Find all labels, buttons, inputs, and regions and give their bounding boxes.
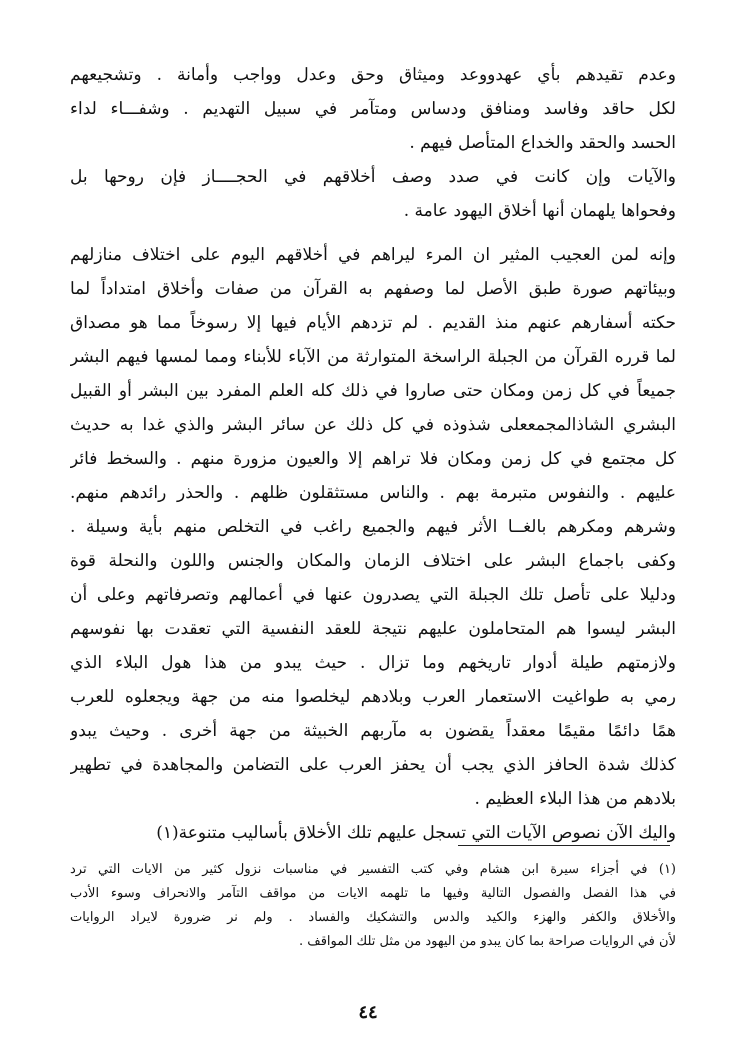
text-line: لما قرره القرآن من الجبلة الراسخة المتوارثة من الآباء للأبناء ومما لمسها فيهم البشر bbox=[70, 347, 676, 367]
page-number: ٤٤ bbox=[358, 1002, 378, 1023]
text-line: وعدم تقيدهم بأي عهدووعد وميثاق وحق وعدل وواجب وأمانة . وتشجيعهم bbox=[70, 65, 676, 85]
text-line: البشري الشاذالمجمععلى شذوذه في كل ذلك عن سائر البشر والذي غدا به حديث bbox=[70, 415, 676, 435]
text-line: وفحواها يلهمان أنها أخلاق اليهود عامة . bbox=[403, 201, 676, 221]
footnote-line: لأن في الروايات صراحة بما كان يبدو من اليهود من مثل تلك المواقف . bbox=[299, 934, 676, 949]
text-line: الحسد والحقد والخداع المتأصل فيهم . bbox=[409, 133, 676, 153]
text-line: وبيئاتهم صورة طبق الأصل لما وصفهم به القرآن من صفات وأخلاق امتداداً لما bbox=[70, 279, 676, 299]
text-line: همًا دائمًا مقيمًا معقداً يقضون به مآربهم الخبيثة من جهة أخرى . وحيث يبدو bbox=[70, 721, 676, 741]
text-line: كذلك شدة الحافز الذي يجب أن يحفز العرب على التضامن والمجاهدة في تطهير bbox=[70, 755, 676, 775]
text-line: رمي به طواغيت الاستعمار العرب وبلادهم ليخلصوا منه من جهة ويجعلوه للعرب bbox=[70, 687, 676, 707]
text-line: وشرهم ومكرهم بالغــا الأثر فيهم والجميع راغب في التخلص منهم بأية وسيلة . bbox=[70, 517, 676, 537]
text-line: ولازمتهم طيلة أدوار تاريخهم وما تزال . حيث يبدو من هذا هول البلاء الذي bbox=[70, 653, 676, 673]
text-line: وإنه لمن العجيب المثير ان المرء ليراهم في أخلاقهم اليوم على اختلاف منازلهم bbox=[70, 245, 676, 265]
text-line: جميعاً في كل زمن ومكان حتى صاروا في ذلك كله العلم المفرد بين البشر أو القبيل bbox=[70, 381, 676, 401]
main-text bbox=[70, 58, 676, 850]
text-line: كل مجتمع في كل زمن ومكان فلا تراهم إلا والعيون مزورة منهم . والسخط فائر bbox=[70, 449, 676, 469]
footnote-line: في هذا الفصل والفصول التالية وفيها ما تلهمه الايات من مواقف التآمر والانحراف وسوء الأدب bbox=[70, 886, 676, 901]
footnote-divider bbox=[458, 845, 670, 846]
paragraph-gap bbox=[70, 228, 676, 238]
text-line: واليك الآن نصوص الآيات التي تسجل عليهم تلك الأخلاق بأساليب متنوعة(١) bbox=[156, 823, 676, 843]
text-line: البشر ليسوا هم المتحاملون عليهم نتيجة للعقد النفسية التي تعقدت بها نفوسهم bbox=[70, 619, 676, 639]
paragraph-3 bbox=[70, 238, 676, 544]
text-line: وكفى باجماع البشر على اختلاف الزمان والمكان والجنس واللون والنحلة قوة bbox=[70, 551, 676, 571]
text-line: والآيات وإن كانت في صدد وصف أخلاقهم في الحجــــاز فإن روحها بل bbox=[70, 167, 676, 187]
text-line: حكته أسفارهم عنهم منذ القديم . لم تزدهم الأيام فيها إلا رسوخاً مما هو مصداق bbox=[70, 313, 676, 333]
paragraph-4 bbox=[70, 544, 676, 816]
footnote bbox=[70, 858, 676, 954]
paragraph-1 bbox=[70, 58, 676, 160]
text-line: بلادهم من هذا البلاء العظيم . bbox=[474, 789, 676, 809]
text-line: عليهم . والنفوس متبرمة بهم . والناس مستثقلون ظلهم . والحذر رائدهم منهم. bbox=[70, 483, 676, 503]
text-line: لكل حاقد وفاسد ومنافق ودساس ومتآمر في سبيل التهديم . وشفـــاء لداء bbox=[70, 99, 676, 119]
paragraph-2 bbox=[70, 160, 676, 228]
footnote-line: والأخلاق والكفر والهزء والكيد والدس والتشكيك والفساد . ولم نر ضرورة لايراد الروايات bbox=[70, 910, 676, 925]
footnote-line: (١) في أجزاء سيرة ابن هشام وفي كتب التفسير في مناسبات نزول كثير من الايات التي ترد bbox=[70, 862, 676, 877]
text-line: ودليلا على تأصل تلك الجبلة التي يصدرون عنها في أعمالهم وتصرفاتهم وعلى أن bbox=[70, 585, 676, 605]
